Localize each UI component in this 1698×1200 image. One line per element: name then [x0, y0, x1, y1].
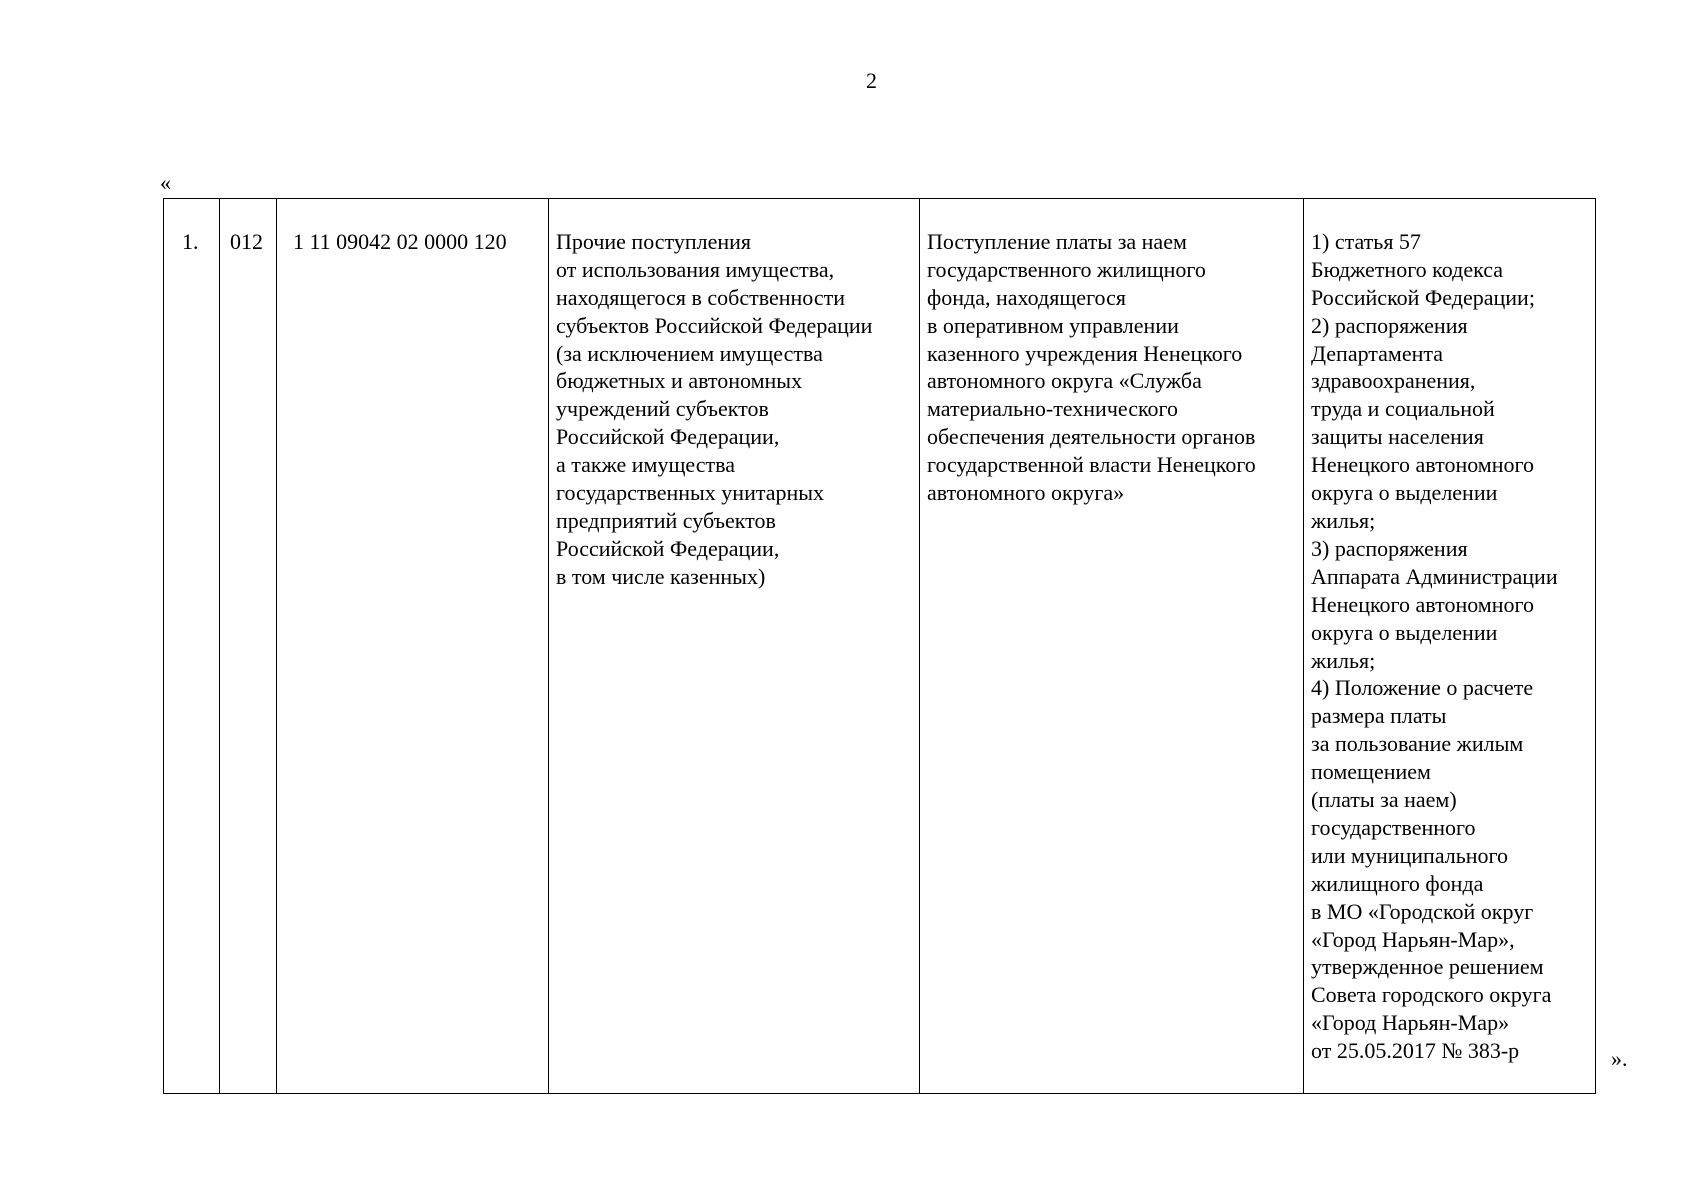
description-cell	[920, 199, 1304, 1094]
income-classification-table	[163, 198, 1596, 1094]
legal-basis-cell	[1304, 199, 1596, 1094]
legal-basis: 1) статья 57 Бюджетного кодекса Российской Федерации; 2) распоряжения Департамента здравоохранения, труда и социальной защиты населения Ненецкого автономного округа о выделении жилья; 3) распоряжения Аппарата Администрации Ненецкого автономного округа о выделении жилья; 4) Положение о расчете размера платы за пользование жилым помещением (платы за наем) государственного или муниципального жилищного фонда в МО «Городской округ «Город Нарьян-Мар», утвержденное решением Совета городского округа «Город Нарьян-Мар» от 25.05.2017 № 383-р	[1311, 228, 1558, 1064]
opening-quote-mark: «	[160, 170, 171, 195]
income-name-cell	[549, 199, 920, 1094]
row-number: 1.	[182, 228, 199, 254]
closing-quote-mark: ».	[1611, 1046, 1628, 1071]
page-number: 2	[866, 68, 877, 93]
row-number-cell	[164, 199, 220, 1094]
table-row	[164, 199, 1596, 1094]
income-description: Поступление платы за наем государственного жилищного фонда, находящегося в оперативном управлении казенного учреждения Ненецкого автономного округа «Служба материально-технического обеспечения деятельности органов государственной власти Ненецкого автономного округа»	[927, 228, 1256, 506]
admin-code: 012	[230, 228, 263, 254]
kbk-code: 1 11 09042 02 0000 120	[293, 228, 507, 254]
admin-code-cell	[220, 199, 277, 1094]
kbk-cell	[277, 199, 549, 1094]
income-name: Прочие поступления от использования имущества, находящегося в собственности субъектов Российской Федерации (за исключением имущества бюджетных и автономных учреждений субъектов Российской Федерации, а также имущества государственных унитарных предприятий субъектов Российской Федерации, в том числе казенных)	[556, 228, 873, 589]
